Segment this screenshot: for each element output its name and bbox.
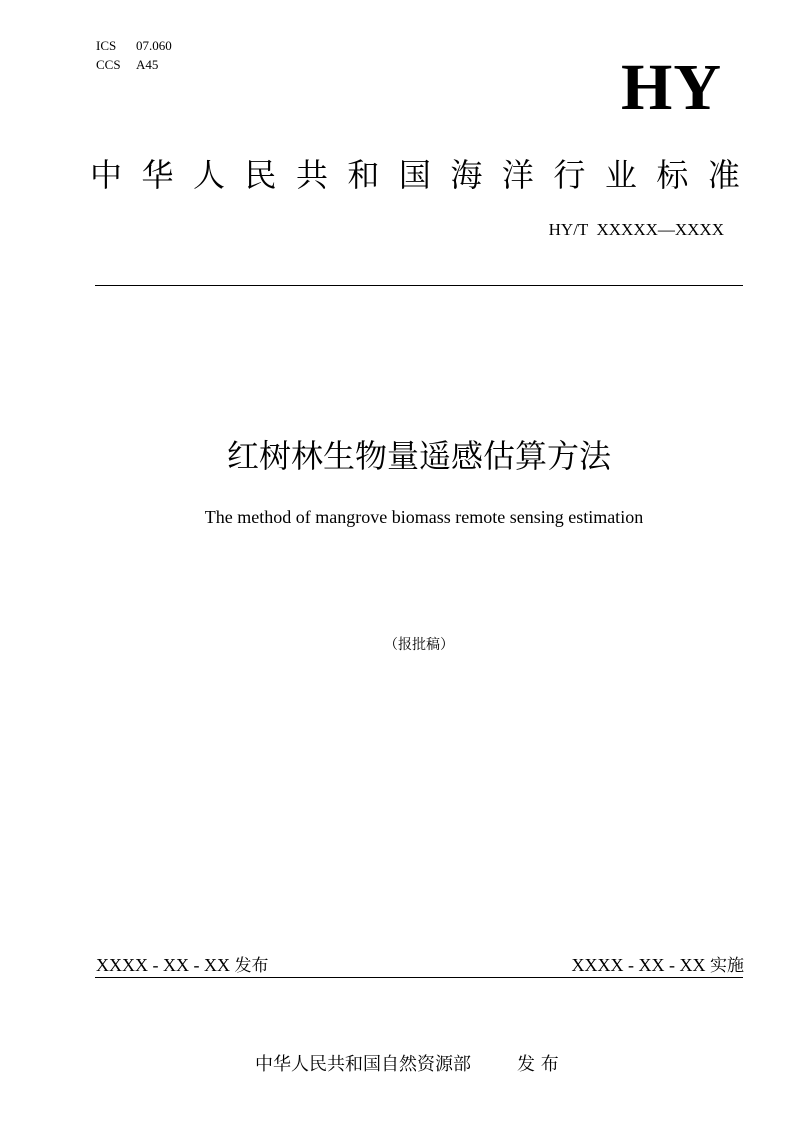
title-char: 和 — [347, 156, 380, 194]
title-char: 标 — [656, 156, 689, 194]
publish-date: XXXX - XX - XX — [96, 955, 230, 975]
title-char: 海 — [450, 156, 483, 194]
title-char: 国 — [398, 156, 431, 194]
issuing-authority: 中华人民共和国自然资源部 — [255, 1054, 471, 1075]
title-char: 共 — [295, 156, 328, 194]
ccs-value: A45 — [136, 57, 159, 72]
implement-label: 实施 — [710, 956, 744, 976]
title-char: 人 — [192, 156, 225, 194]
ccs-code — [96, 57, 158, 73]
document-title-en: The method of mangrove biomass remote sensing estimation — [204, 507, 644, 527]
implement-date-line — [572, 953, 744, 978]
publish-date-line — [96, 953, 268, 978]
standard-category-title — [90, 152, 740, 198]
implement-date: XXXX - XX - XX — [571, 955, 706, 975]
title-char: 准 — [707, 156, 740, 194]
bottom-divider — [95, 977, 743, 978]
ccs-label: CCS — [96, 57, 121, 72]
title-char: 中 — [90, 156, 123, 194]
draft-status: （报批稿） — [384, 637, 454, 653]
hy-logo: HY — [621, 51, 722, 124]
ics-value: 07.060 — [136, 38, 172, 53]
document-title-cn: 红树林生物量遥感估算方法 — [226, 437, 611, 475]
title-char: 洋 — [501, 156, 534, 194]
title-char: 行 — [553, 156, 586, 194]
ics-label: ICS — [96, 38, 117, 53]
ics-code — [96, 38, 172, 54]
issue-label: 发 布 — [517, 1054, 559, 1075]
title-char: 业 — [604, 156, 637, 194]
standard-number: HY/T XXXXX—XXXX — [548, 220, 724, 239]
title-char: 华 — [141, 156, 174, 194]
top-divider — [95, 285, 743, 286]
publish-label: 发布 — [234, 956, 269, 976]
title-char: 民 — [244, 156, 277, 194]
